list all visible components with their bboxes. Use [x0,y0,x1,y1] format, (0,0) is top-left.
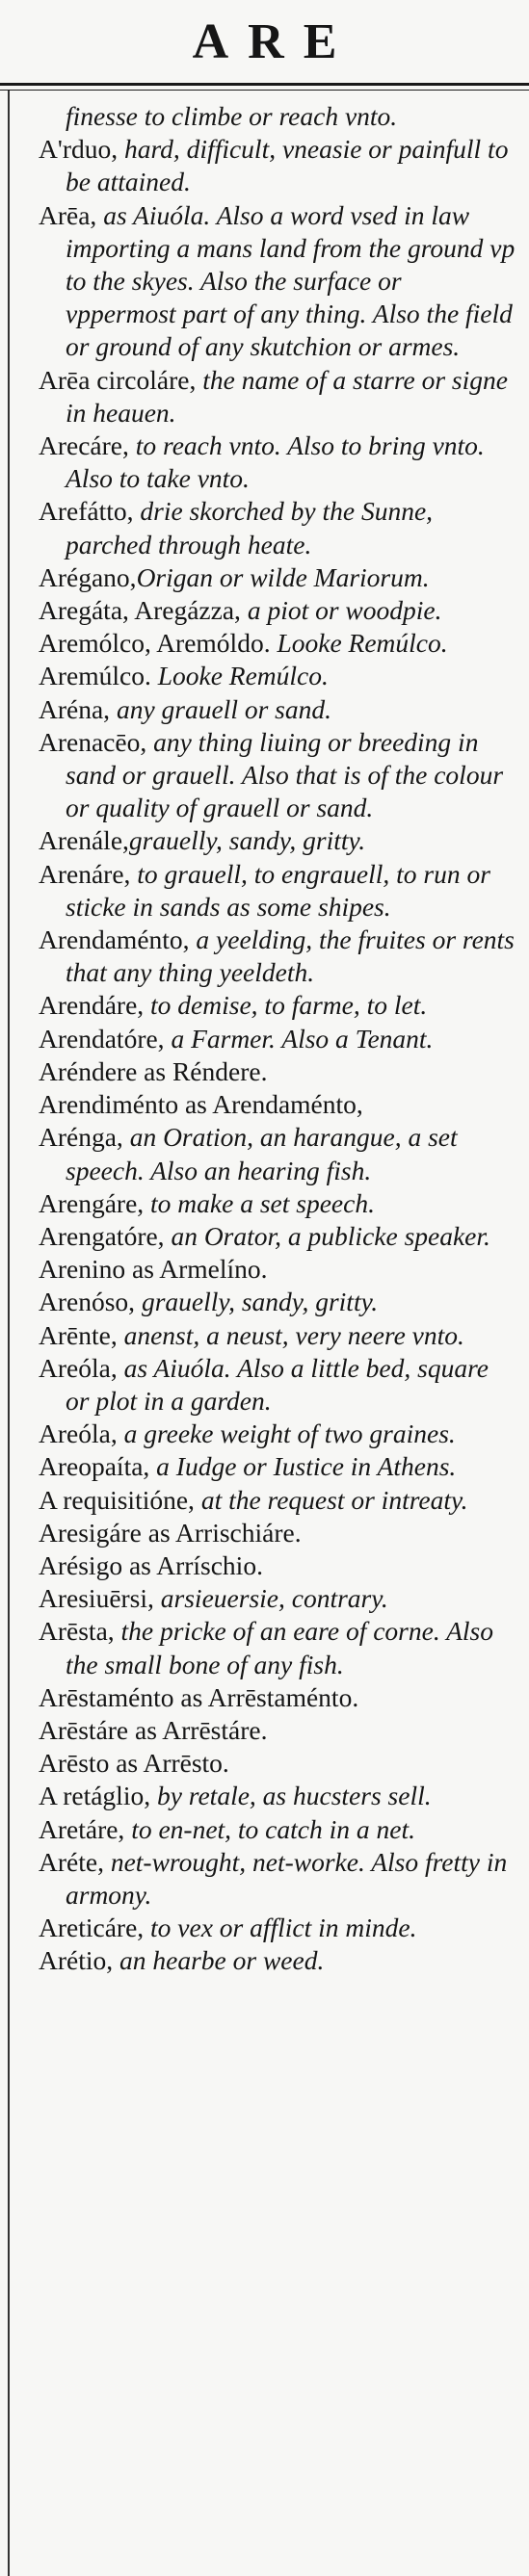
entry-definition: the pricke of an eare of corne. Also the small bone of any fish. [66,1616,493,1679]
dictionary-entry [39,1484,516,1517]
entry-definition: drie skorched by the Sunne, parched through heate. [66,496,434,559]
dictionary-entry [39,429,516,495]
entry-headword: Aresigáre as Arrischiáre. [39,1517,302,1548]
dictionary-entry [39,627,516,660]
entry-headword: Arégano, [39,561,137,592]
dictionary-entry [39,1319,516,1352]
dictionary-entry [39,924,516,989]
entry-definition: arsieuersie, contrary. [153,1583,388,1614]
entry-definition: any grauell or sand. [110,693,331,724]
entry-definition: a greeke weight of two graines. [117,1418,456,1449]
entry-headword: Arēa, [39,199,97,230]
entry-definition: Looke Remúlco. [150,661,329,691]
dictionary-entry [39,1813,516,1846]
dictionary-entry [39,858,516,924]
column-rule [8,91,10,2576]
dictionary-entry [39,1780,516,1812]
entry-headword: Arendatóre, [39,1023,165,1054]
entry-headword: Arétio, [39,1945,114,1976]
entry-definition: grauelly, sandy, gritty. [135,1287,379,1317]
entry-headword: Arendáre, [39,990,145,1021]
entry-definition: an Oration, an harangue, a set speech. Also an hearing fish. [66,1122,458,1185]
entry-headword: Arēa circoláre, [39,364,197,395]
dictionary-entry [39,1582,516,1615]
entry-definition: a Iudge or Iustice in Athens. [149,1451,457,1482]
dictionary-entry [39,1418,516,1450]
dictionary-entry [39,1549,516,1582]
dictionary-entry [39,364,516,429]
entry-headword: Arenino as Armelíno. [39,1254,268,1285]
dictionary-entry [39,1023,516,1055]
entry-definition: net-wrought, net-worke. Also fretty in armony. [66,1846,508,1910]
entry-headword: A requisitióne, [39,1484,195,1515]
entry-headword: Aretáre, [39,1813,125,1844]
entry-headword: Arénga, [39,1122,123,1153]
entry-definition: as Aiuóla. Also a little bed, square or plot in a garden. [66,1352,489,1416]
dictionary-entry [39,1517,516,1549]
entry-headword: Arenále, [39,825,129,856]
entry-definition: at the request or intreaty. [194,1484,468,1515]
entry-definition: to demise, to farme, to let. [144,990,428,1021]
entry-headword: Arenacēo, [39,726,147,757]
dictionary-entry [39,693,516,726]
entry-headword: Areóla, [39,1352,118,1383]
entry-definition: Origan or wilde Mariorum. [136,561,430,592]
entry-headword: Aremúlco. [39,661,151,691]
dictionary-column [39,100,516,1978]
entry-definition: as Aiuóla. Also a word vsed in law importing a mans land from the ground vp to the skyes. Also the surface or vppermost part of any thing. Also the field or ground of any skutchion or armes. [66,199,516,362]
dictionary-entry [39,1253,516,1286]
entry-headword: Arēnte, [39,1319,118,1350]
dictionary-entry [39,1714,516,1747]
dictionary-entry [39,561,516,594]
entry-headword: Aresiuērsi, [39,1583,154,1614]
dictionary-entry [39,1121,516,1186]
dictionary-entry [39,1286,516,1318]
entry-definition: a piot or woodpie. [240,595,442,626]
entry-headword: Arefátto, [39,496,134,527]
entry-headword: Arēstáre as Arrēstáre. [39,1714,268,1745]
entry-definition: a Farmer. Also a Tenant. [164,1023,434,1054]
dictionary-entry [39,495,516,560]
dictionary-entry [39,1747,516,1780]
entry-headword: Aréndere as Réndere. [39,1055,268,1086]
entry-headword: Arēsta, [39,1616,115,1647]
dictionary-entry [39,1187,516,1220]
entry-definition: grauelly, sandy, gritty. [128,825,366,856]
entry-headword: Areóla, [39,1418,118,1449]
entry-headword: Arenáre, [39,858,131,889]
dictionary-entry [39,660,516,692]
entry-definition: hard, difficult, vneasie or painfull to be attained. [66,134,509,197]
entry-definition: finesse to climbe or reach vnto. [66,101,398,131]
header-rule-thin [0,90,529,91]
entry-headword: Arésigo as Arríschio. [39,1549,263,1580]
dictionary-entry [39,1055,516,1088]
entry-definition: to grauell, to engrauell, to run or sticke in sands as some shipes. [66,858,490,922]
entry-headword: Arendaménto, [39,924,190,955]
entry-definition: to en-net, to catch in a net. [124,1813,415,1844]
entry-definition: to make a set speech. [144,1187,375,1218]
entry-headword: Arendiménto as Arendaménto, [39,1089,363,1120]
entry-definition: an hearbe or weed. [113,1945,325,1976]
header-rule [0,83,529,86]
entry-headword: Areopaíta, [39,1451,150,1482]
entry-headword: Arecáre, [39,430,129,461]
dictionary-entry [39,1681,516,1714]
entry-headword: A retáglio, [39,1781,151,1811]
entry-definition: to reach vnto. Also to bring vnto. Also to take vnto. [66,430,485,494]
dictionary-entry [39,726,516,825]
dictionary-entry [39,1912,516,1944]
entry-definition: any thing liuing or breeding in sand or grauell. Also that is of the colour or quality of grauell or sand. [66,726,504,823]
entry-headword: A'rduo, [39,134,119,165]
dictionary-entry [39,199,516,364]
entry-headword: Aréna, [39,693,111,724]
dictionary-entry [39,133,516,198]
dictionary-entry [39,824,516,857]
entry-headword: Aremólco, Aremóldo. [39,628,271,659]
entry-headword: Areticáre, [39,1912,145,1943]
dictionary-entry [39,1615,516,1680]
dictionary-entry [39,1088,516,1121]
entry-definition: an Orator, a publicke speaker. [164,1220,490,1251]
entry-headword: Aregáta, Aregázza, [39,595,241,626]
entry-headword: Arengatóre, [39,1220,165,1251]
entry-definition: anenst, a neust, very neere vnto. [117,1319,464,1350]
dictionary-entry [39,1944,516,1977]
running-head: ARE [192,14,357,69]
dictionary-entry [39,100,516,133]
entry-definition: a yeelding, the fruites or rents that any thing yeeldeth. [66,924,515,988]
dictionary-entry [39,1846,516,1912]
entry-headword: Arengáre, [39,1187,145,1218]
dictionary-entry [39,1220,516,1253]
dictionary-entry [39,989,516,1022]
entry-definition: by retale, as hucsters sell. [150,1781,432,1811]
entry-definition: the name of a starre or signe in heauen. [66,364,508,428]
entry-headword: Arēsto as Arrēsto. [39,1748,229,1779]
page-header [0,0,529,94]
entry-headword: Aréte, [39,1846,104,1877]
dictionary-entry [39,594,516,627]
dictionary-entry [39,1352,516,1418]
dictionary-entry [39,1450,516,1483]
entry-definition: to vex or afflict in minde. [144,1912,417,1943]
entry-headword: Arenóso, [39,1287,136,1317]
entry-headword: Arēstaménto as Arrēstaménto. [39,1681,359,1712]
entry-definition: Looke Remúlco. [270,628,448,659]
